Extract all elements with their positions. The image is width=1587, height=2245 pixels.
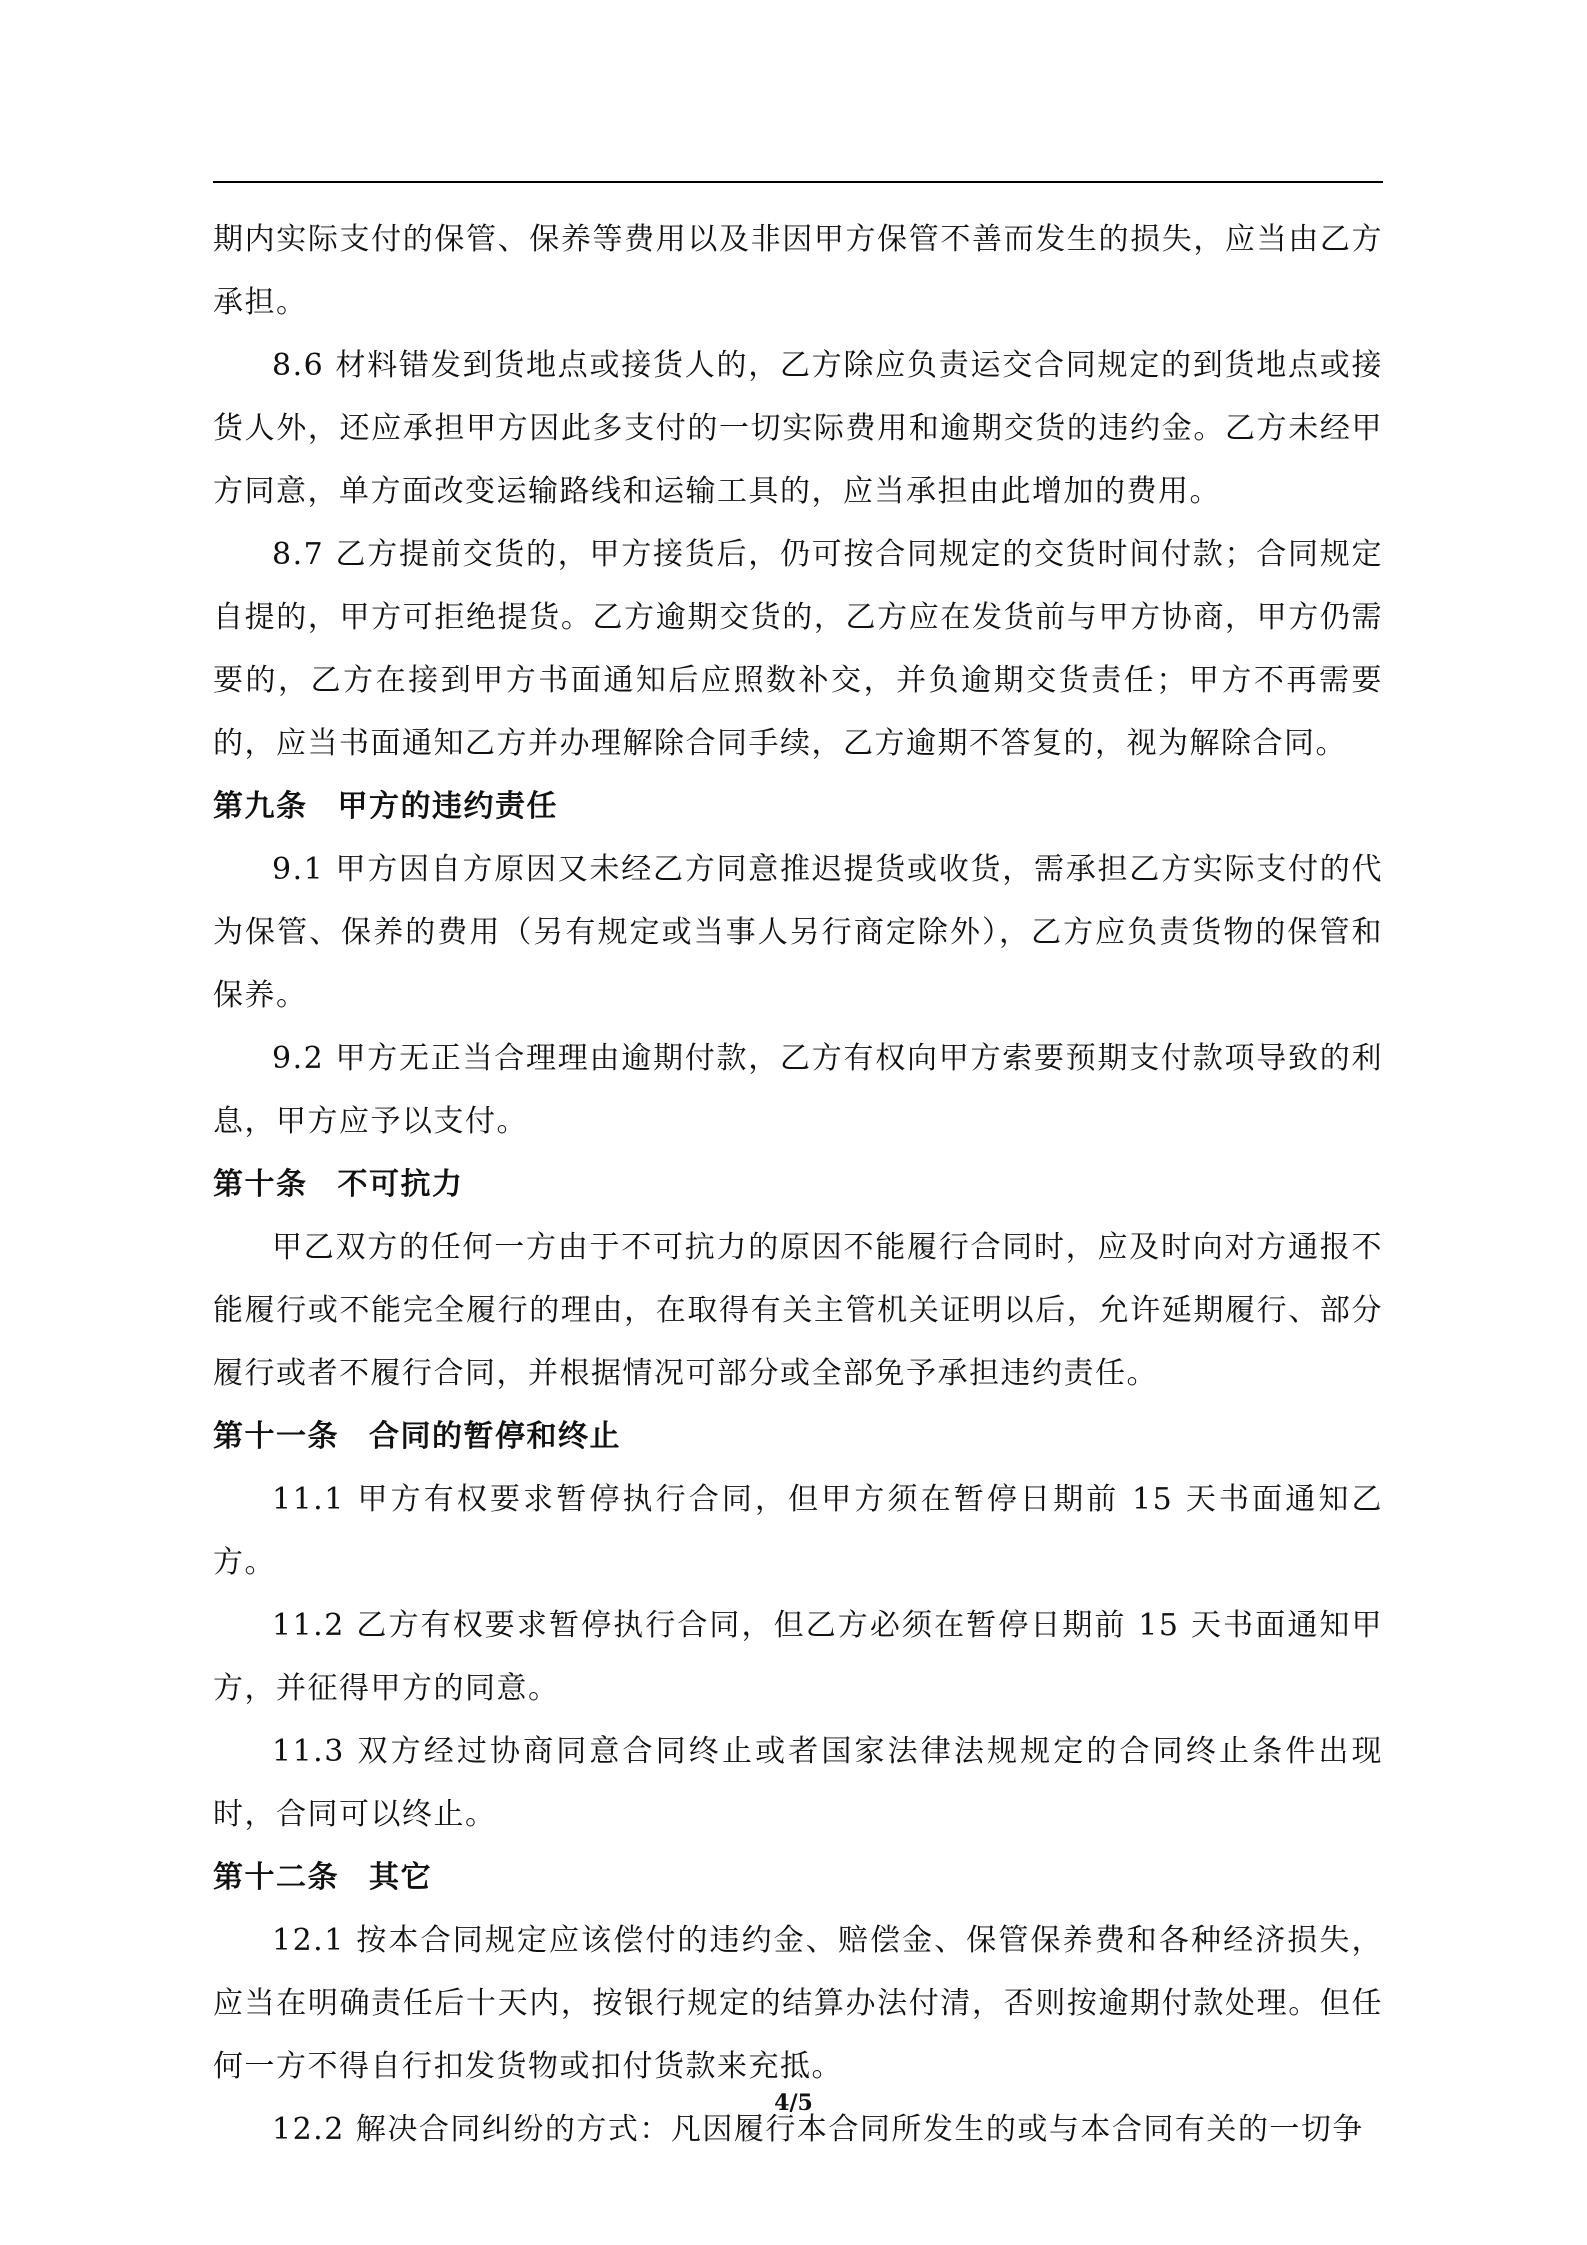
article-11-number: 第十一条 [213,1419,339,1454]
clause-8-7: 8.7 乙方提前交货的，甲方接货后，仍可按合同规定的交货时间付款；合同规定自提的，甲方可拒绝提货。乙方逾期交货的，乙方应在发货前与甲方协商，甲方仍需要的，乙方在接到甲方书面通知后应照数补交，并负逾期交货责任；甲方不再需要的，应当书面通知乙方并办理解除合同手续，乙方逾期不答复的，视为解除合同。 [213,537,1383,761]
clause-11-2: 11.2 乙方有权要求暂停执行合同，但乙方必须在暂停日期前 15 天书面通知甲方，并征得甲方的同意。 [213,1608,1383,1706]
article-10-title: 不可抗力 [337,1167,464,1202]
article-12-title: 其它 [369,1860,432,1895]
article-11-title: 合同的暂停和终止 [369,1419,621,1454]
page-number: 4/5 [774,2090,813,2116]
clause-11-3: 11.3 双方经过协商同意合同终止或者国家法律法规规定的合同终止条件出现时，合同可以终止。 [213,1734,1383,1832]
clause-11-1: 11.1 甲方有权要求暂停执行合同，但甲方须在暂停日期前 15 天书面通知乙方。 [213,1482,1384,1580]
article-9-number: 第九条 [213,789,308,824]
article-10-heading [213,1153,1383,1216]
clause-9-2: 9.2 甲方无正当合理理由逾期付款，乙方有权向甲方索要预期支付款项导致的利息，甲方应予以支付。 [213,1041,1383,1139]
paragraph-8-5-continuation: 期内实际支付的保管、保养等费用以及非因甲方保管不善而发生的损失，应当由乙方承担。 [213,222,1383,320]
clause-9-1: 9.1 甲方因自方原因又未经乙方同意推迟提货或收货，需承担乙方实际支付的代为保管、保养的费用（另有规定或当事人另行商定除外），乙方应负责货物的保管和保养。 [213,852,1383,1013]
clause-12-1: 12.1 按本合同规定应该偿付的违约金、赔偿金、保管保养费和各种经济损失，应当在明确责任后十天内，按银行规定的结算办法付清，否则按逾期付款处理。但任何一方不得自行扣发货物或扣付货款来充抵。 [213,1923,1383,2084]
article-12-number: 第十二条 [213,1860,339,1895]
article-12-heading [213,1846,1383,1909]
document-body [213,208,1383,2161]
article-10-number: 第十条 [213,1167,308,1202]
article-9-title: 甲方的违约责任 [337,789,558,824]
article-10-body: 甲乙双方的任何一方由于不可抗力的原因不能履行合同时，应及时向对方通报不能履行或不能完全履行的理由，在取得有关主管机关证明以后，允许延期履行、部分履行或者不履行合同，并根据情况可部分或全部免予承担违约责任。 [213,1230,1383,1391]
article-9-heading [213,775,1383,838]
clause-12-2: 12.2 解决合同纠纷的方式：凡因履行本合同所发生的或与本合同有关的一切争 [272,2112,1364,2147]
header-rule [213,181,1383,183]
clause-8-6: 8.6 材料错发到货地点或接货人的，乙方除应负责运交合同规定的到货地点或接货人外，还应承担甲方因此多支付的一切实际费用和逾期交货的违约金。乙方未经甲方同意，单方面改变运输路线和运输工具的，应当承担由此增加的费用。 [213,348,1383,509]
article-11-heading [213,1405,1383,1468]
